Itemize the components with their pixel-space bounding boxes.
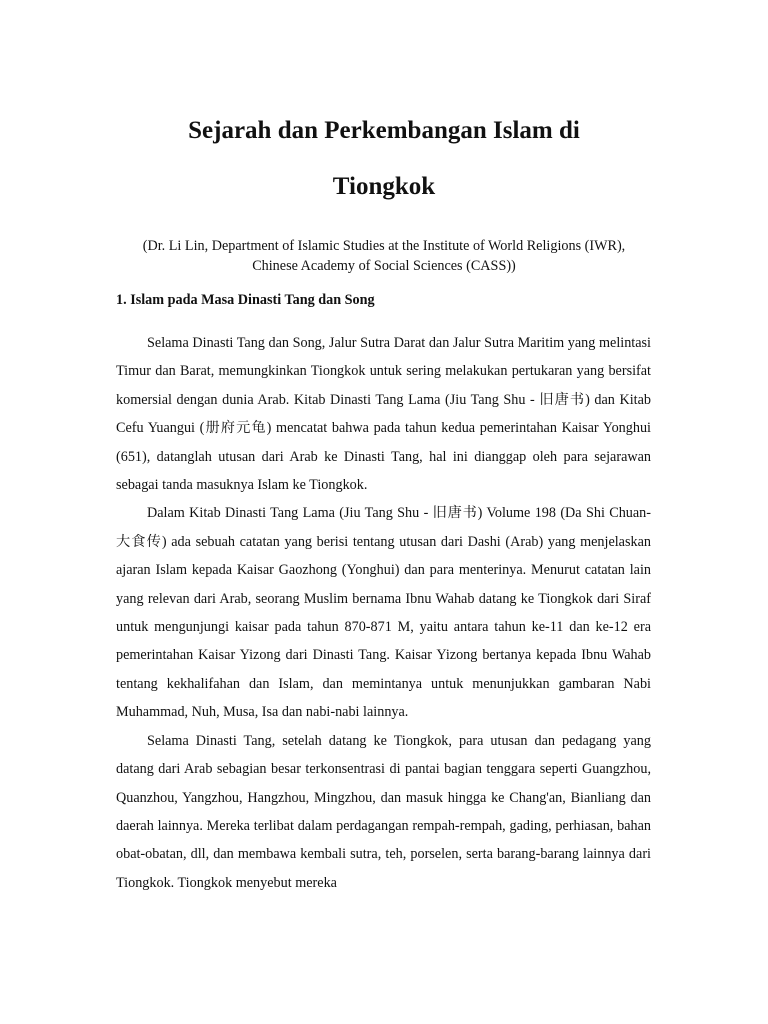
paragraph-3: Selama Dinasti Tang, setelah datang ke Tiongkok, para utusan dan pedagang yang datang dari Arab sebagian besar terkonsentrasi di pantai bagian tenggara seperti Guangzhou, Quanzhou, Yangzhou, Hangzhou, Mingzhou, dan masuk hingga ke Chang'an, Bianliang dan daerah lainnya. Mereka terlibat dalam perdagangan rempah-rempah, gading, perhiasan, bahan obat-obatan, dll, dan membawa kembali sutra, teh, porselen, serta barang-barang lainnya dari Tiongkok. Tiongkok menyebut mereka [116,732,651,891]
document-title-line-1: Sejarah dan Perkembangan Islam di [188,117,580,144]
paragraph-2: Dalam Kitab Dinasti Tang Lama (Jiu Tang Shu - 旧唐书) Volume 198 (Da Shi Chuan- 大食传) ada sebuah catatan yang berisi tentang utusan dari Dashi (Arab) yang menjelaskan ajaran Islam kepada Kaisar Gaozhong (Yonghui) dan para menterinya. Menurut catatan lain yang relevan dari Arab, seorang Muslim bernama Ibnu Wahab datang ke Tiongkok dari Siraf untuk mengunjungi kaisar pada tahun 870-871 M, yaitu antara tahun ke-11 dan ke-12 era pemerintahan Kaisar Yizong dari Dinasti Tang. Kaisar Yizong bertanya kepada Ibnu Wahab tentang kekhalifahan dan Islam, dan memintanya untuk menunjukkan gambaran Nabi Muhammad, Nuh, Musa, Isa dan nabi-nabi lainnya. [116,505,651,721]
author-line-1: (Dr. Li Lin, Department of Islamic Studies at the Institute of World Religions (IWR), [142,238,626,254]
paragraph-1: Selama Dinasti Tang dan Song, Jalur Sutra Darat dan Jalur Sutra Maritim yang melintasi Timur dan Barat, memungkinkan Tiongkok untuk sering melakukan pertukaran yang bersifat komersial dengan dunia Arab. Kitab Dinasti Tang Lama (Jiu Tang Shu - 旧唐书) dan Kitab Cefu Yuangui (册府元龟) mencatat bahwa pada tahun kedua pemerintahan Kaisar Yonghui (651), datanglah utusan dari Arab ke Dinasti Tang, hal ini dianggap oleh para sejarawan sebagai tanda masuknya Islam ke Tiongkok. [116,335,651,494]
document-title-line-2: Tiongkok [332,173,436,200]
author-line-2: Chinese Academy of Social Sciences (CASS)) [252,258,516,274]
document-body [116,329,651,897]
author-affiliation [100,236,668,276]
section-heading: 1. Islam pada Masa Dinasti Tang dan Song [116,292,375,308]
